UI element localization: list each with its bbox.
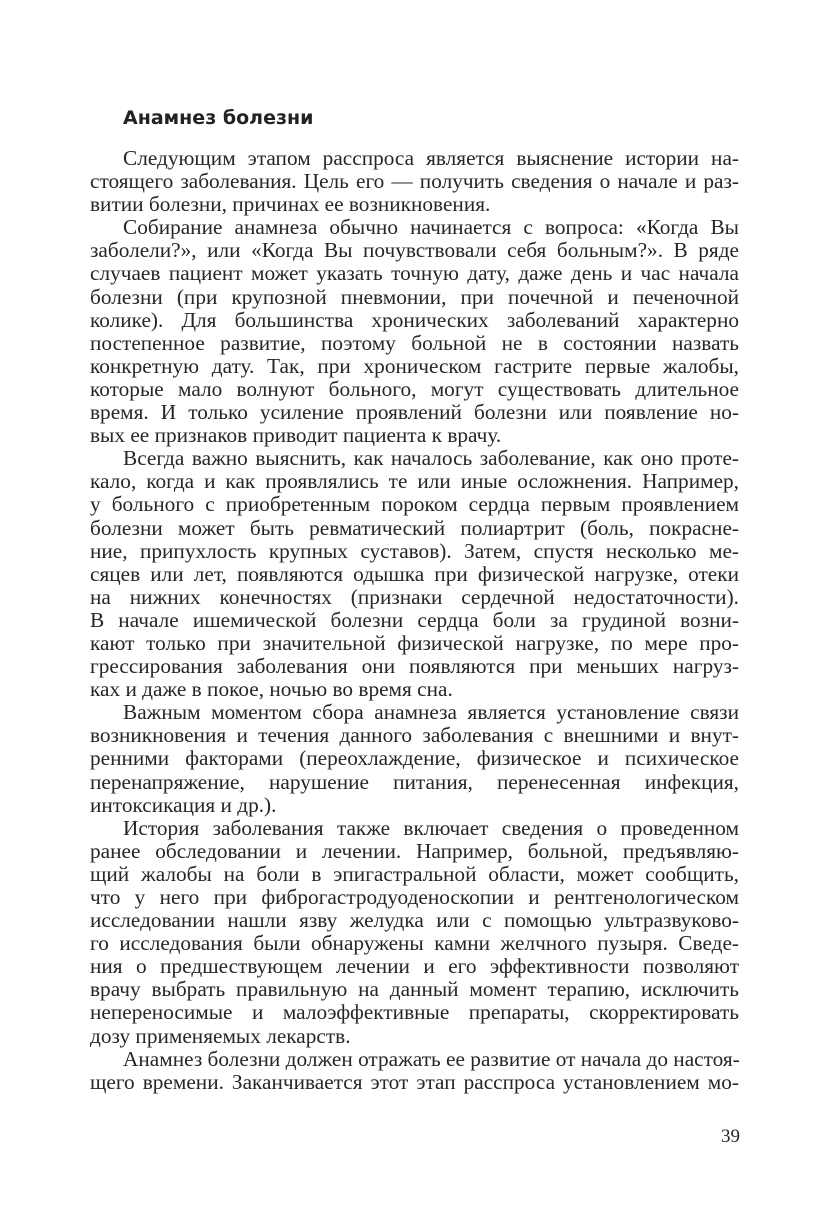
text-line: сяцев или лет, появляются одышка при физической нагрузке, отеки [90, 561, 739, 586]
body-text [90, 147, 739, 1094]
text-line: конкретную дату. Так, при хроническом гастрите первые жалобы, [90, 353, 739, 378]
text-line: щего времени. Заканчивается этот этап расспроса установлением мо- [90, 1069, 739, 1094]
page-content [90, 103, 739, 1094]
text-line: ние, припухлость крупных суставов). Затем, спустя несколько ме- [90, 538, 739, 563]
text-line: на нижних конечностях (признаки сердечной недостаточности). [90, 584, 739, 609]
text-line: вых ее признаков приводит пациента к врачу. [90, 423, 502, 448]
text-line: го исследования были обнаружены камни желчного пузыря. Сведе- [90, 931, 739, 956]
text-line: заболели?», или «Когда Вы почувствовали себя больным?». В ряде [90, 238, 739, 263]
text-line: постепенное развитие, поэтому больной не в состоянии назвать [90, 330, 739, 355]
text-line: возникновения и течения данного заболевания с внешними и внут- [90, 723, 739, 748]
text-line: История заболевания также включает сведения о проведенном [123, 815, 739, 840]
text-line: время. И только усиление проявлений болезни или появление но- [90, 400, 739, 425]
section-heading: Анамнез болезни [123, 107, 314, 129]
text-line: ках и даже в покое, ночью во время сна. [90, 677, 453, 702]
paragraph [90, 216, 739, 447]
text-line: колике). Для большинства хронических заболеваний характерно [90, 307, 739, 332]
text-line: врачу выбрать правильную на данный момент терапию, исключить [90, 977, 739, 1002]
paragraph [90, 147, 739, 216]
text-line: болезни может быть ревматический полиартрит (боль, покрасне- [90, 515, 739, 540]
text-line: исследовании нашли язву желудка или с помощью ультразвуково- [90, 908, 739, 933]
text-line: ния о предшествующем лечении и его эффективности позволяют [90, 954, 739, 979]
text-line: Важным моментом сбора анамнеза является установление связи [123, 700, 739, 725]
paragraph [90, 1048, 739, 1094]
text-line: которые мало волнуют больного, могут существовать длительное [90, 376, 739, 401]
text-line: витии болезни, причинах ее возникновения. [90, 192, 491, 217]
text-line: интоксикация и др.). [90, 792, 277, 817]
page-number: 39 [721, 1126, 740, 1147]
text-line: щий жалобы на боли в эпигастральной области, может сообщить, [90, 861, 739, 886]
text-line: случаев пациент может указать точную дату, даже день и час начала [90, 261, 739, 286]
text-line: ранее обследовании и лечении. Например, больной, предъявляю- [90, 838, 739, 863]
text-line: В начале ишемической болезни сердца боли за грудиной возни- [90, 607, 739, 632]
text-line: грессирования заболевания они появляются при меньших нагруз- [90, 654, 739, 679]
text-line: у больного с приобретенным пороком сердца первым проявлением [90, 492, 739, 517]
paragraph [90, 701, 739, 816]
text-line: кают только при значительной физической нагрузке, по мере про- [90, 630, 739, 655]
paragraph [90, 817, 739, 1048]
paragraph [90, 447, 739, 701]
text-line: болезни (при крупозной пневмонии, при почечной и печеночной [90, 284, 739, 309]
text-line: ренними факторами (переохлаждение, физическое и психическое [90, 746, 739, 771]
text-line: Собирание анамнеза обычно начинается с вопроса: «Когда Вы [123, 215, 739, 240]
text-line: Всегда важно выяснить, как началось заболевание, как оно проте- [123, 446, 739, 471]
text-line: дозу применяемых лекарств. [90, 1023, 351, 1048]
text-line: кало, когда и как проявлялись те или иные осложнения. Например, [90, 469, 739, 494]
text-line: непереносимые и малоэффективные препараты, скорректировать [90, 1000, 739, 1025]
text-line: перенапряжение, нарушение питания, перенесенная инфекция, [90, 769, 739, 794]
text-line: Следующим этапом расспроса является выяснение истории на- [123, 146, 739, 170]
text-line: стоящего заболевания. Цель его — получить сведения о начале и раз- [90, 169, 739, 194]
text-line: Анамнез болезни должен отражать ее развитие от начала до настоя- [123, 1046, 740, 1071]
text-line: что у него при фиброгастродуоденоскопии и рентгенологическом [90, 885, 739, 909]
